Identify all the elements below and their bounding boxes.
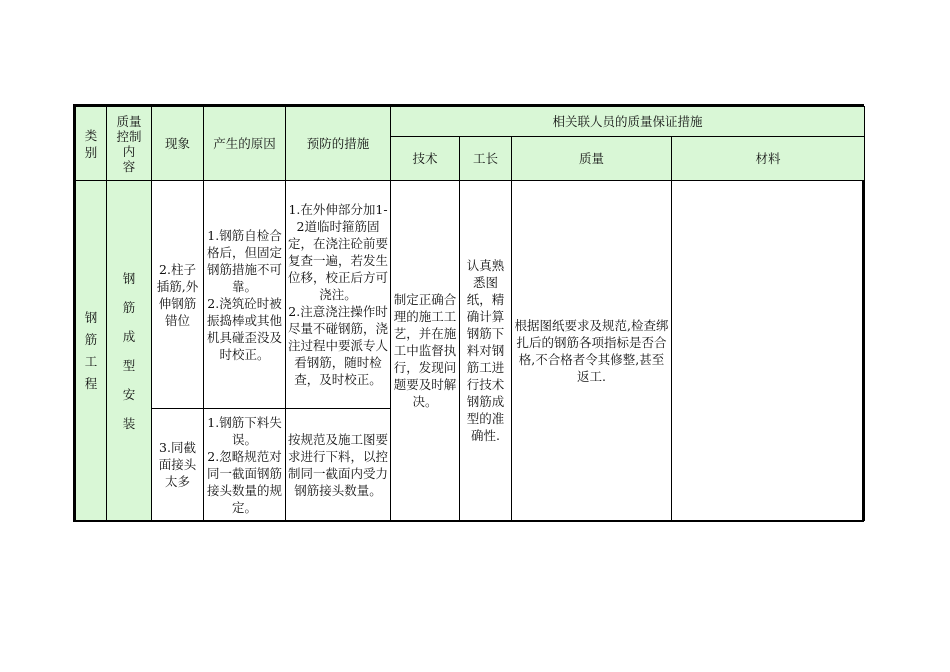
header-cause: 产生的原因 — [204, 107, 286, 181]
quality-measures-table — [75, 106, 865, 521]
foreman-measures-cell: 认真熟悉图纸，精确计算钢筋下料对钢筋工进行技术钢筋成型的准确性. — [460, 181, 512, 521]
header-prevention: 预防的措施 — [286, 107, 391, 181]
material-measures-cell — [672, 181, 865, 521]
category-cell: 钢 筋 工 程 — [76, 181, 107, 521]
header-quality: 质量 — [512, 137, 672, 181]
row-1-cause: 1.钢筋自检合格后，但固定钢筋措施不可靠。 2.浇筑砼时被振捣棒或其他机具碰歪没及时校正。 — [204, 181, 286, 409]
header-material: 材料 — [672, 137, 865, 181]
tech-measures-cell: 制定正确合理的施工工艺，并在施工中监督执行，发现问题要及时解决。 — [391, 181, 460, 521]
quality-measures-cell: 根据图纸要求及规范,检查绑扎后的钢筋各项指标是否合格,不合格者令其修整,甚至返工. — [512, 181, 672, 521]
row-2-phenomenon: 3.同截面接头太多 — [152, 409, 204, 521]
header-tech: 技术 — [391, 137, 460, 181]
row-2-cause: 1.钢筋下料失误。 2.忽略规范对同一截面钢筋接头数量的规定。 — [204, 409, 286, 521]
row-2-prevention: 按规范及施工图要求进行下料，以控制同一截面内受力钢筋接头数量。 — [286, 409, 391, 521]
quality-control-cell: 钢 筋 成 型 安 装 — [107, 181, 152, 521]
header-phenomenon: 现象 — [152, 107, 204, 181]
header-quality-control: 质量 控制 内 容 — [107, 107, 152, 181]
quality-measures-table-frame — [73, 104, 864, 522]
row-1-prevention: 1.在外伸部分加1-2道临时箍筋固定，在浇注砼前要复查一遍，若发生位移，校正后方可浇注。 2.注意浇注操作时尽量不碰钢筋，浇注过程中要派专人看钢筋，随时检查，及时校正。 — [286, 181, 391, 409]
header-category: 类 别 — [76, 107, 107, 181]
header-related-personnel-measures: 相关联人员的质量保证措施 — [391, 107, 865, 137]
header-foreman: 工长 — [460, 137, 512, 181]
row-1-phenomenon: 2.柱子插筋,外伸钢筋错位 — [152, 181, 204, 409]
